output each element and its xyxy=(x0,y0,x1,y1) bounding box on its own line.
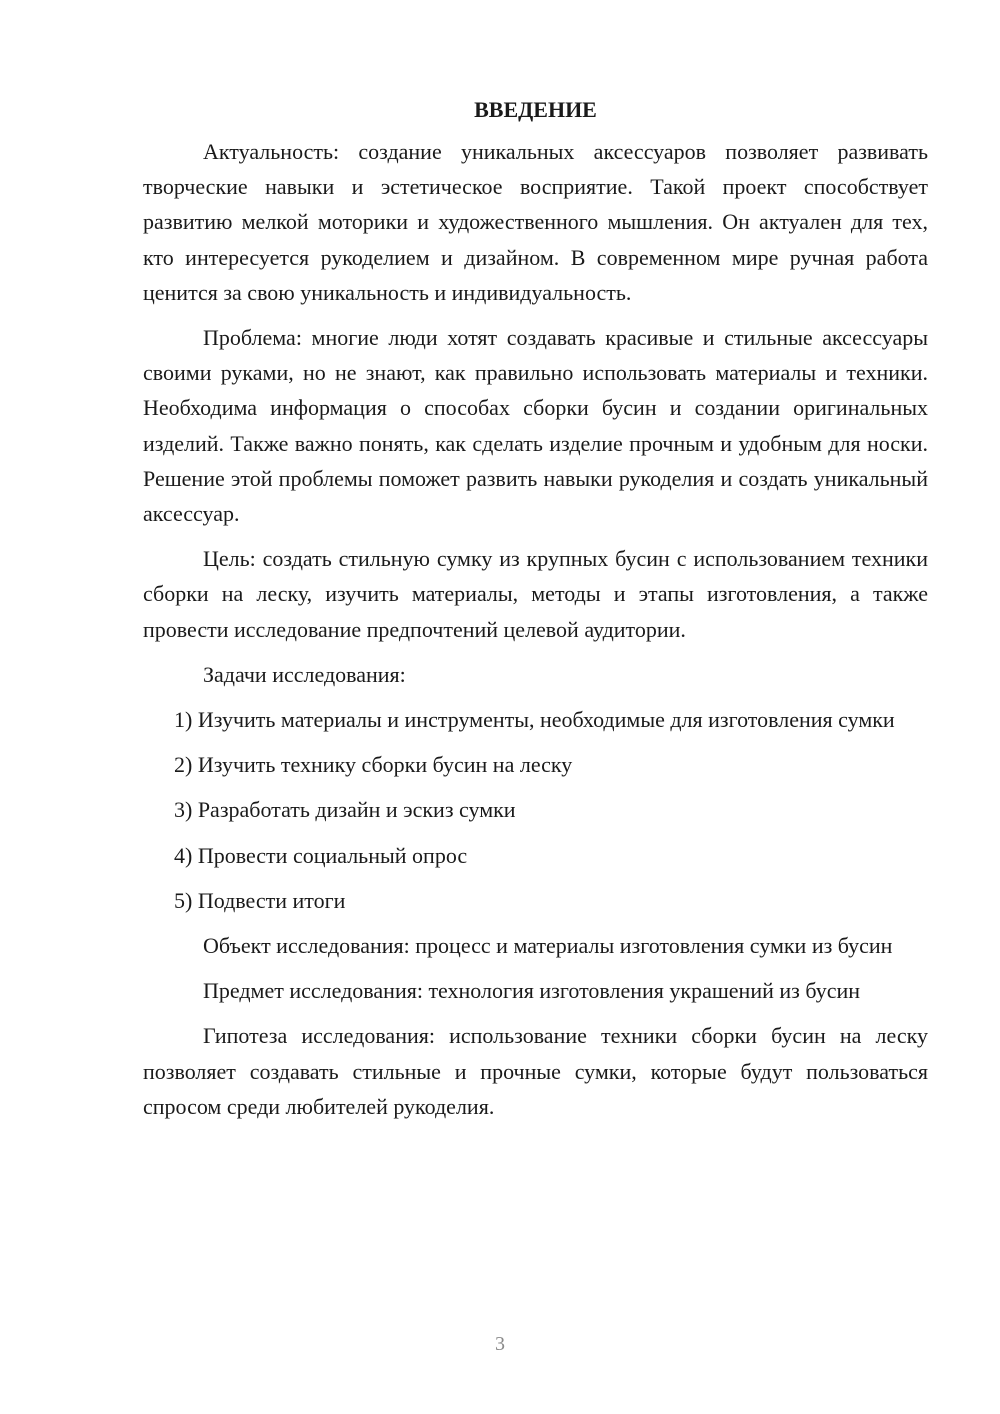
tasks-heading: Задачи исследования: xyxy=(203,661,406,687)
paragraph-object: Объект исследования: процесс и материалы изготовления сумки из бусин xyxy=(203,933,893,959)
paragraph-subject: Предмет исследования: технология изготовления украшений из бусин xyxy=(203,978,861,1004)
paragraph-goal: Цель: создать стильную сумку из крупных бусин с использованием техники сборки на леску, изучить материалы, методы и этапы изготовления, а также провести исследование предпочтений целевой аудитории. xyxy=(143,546,928,642)
task-item: 1) Изучить материалы и инструменты, необходимые для изготовления сумки xyxy=(174,707,895,733)
paragraph-hypothesis: Гипотеза исследования: использование техники сборки бусин на леску позволяет создавать стильные и прочные сумки, которые будут пользоваться спросом среди любителей рукоделия. xyxy=(143,1023,928,1119)
document-page xyxy=(143,92,928,1134)
paragraph-problem: Проблема: многие люди хотят создавать красивые и стильные аксессуары своими руками, но не знают, как правильно использовать материалы и техники. Необходима информация о способах сборки бусин и создании оригинальных изделий. Также важно понять, как сделать изделие прочным и удобным для носки. Решение этой проблемы поможет развить навыки рукоделия и создать уникальный аксессуар. xyxy=(143,325,928,527)
task-item: 4) Провести социальный опрос xyxy=(174,842,468,868)
paragraph-relevance: Актуальность: создание уникальных аксессуаров позволяет развивать творческие навыки и эстетическое восприятие. Такой проект способствует развитию мелкой моторики и художественного мышления. Он актуален для тех, кто интересуется рукоделием и дизайном. В современном мире ручная работа ценится за свою уникальность и индивидуальность. xyxy=(143,139,928,305)
page-number: 3 xyxy=(495,1333,505,1355)
task-item: 5) Подвести итоги xyxy=(174,887,346,913)
section-title: ВВЕДЕНИЕ xyxy=(474,97,597,122)
task-item: 2) Изучить технику сборки бусин на леску xyxy=(174,752,573,778)
task-item: 3) Разработать дизайн и эскиз сумки xyxy=(174,797,516,823)
tasks-list xyxy=(143,702,928,918)
